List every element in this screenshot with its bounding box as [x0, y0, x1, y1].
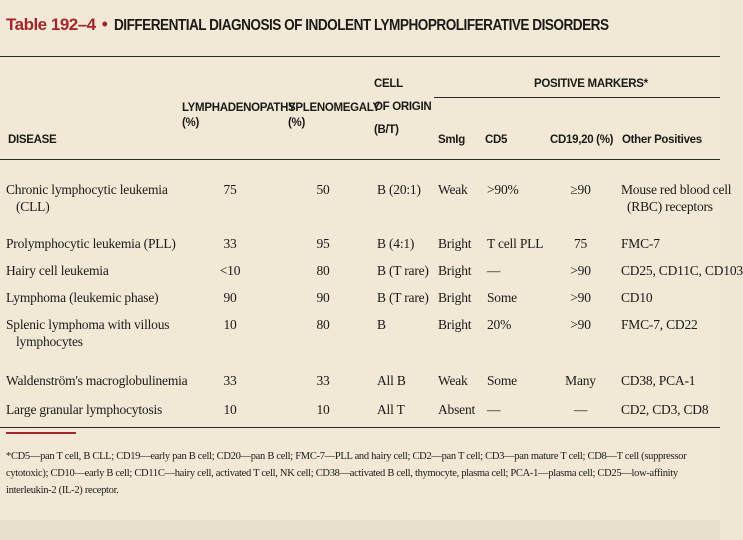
disease-name: Waldenström's macroglobulinemia — [6, 373, 188, 388]
header-disease: DISEASE — [8, 134, 57, 146]
other-positives-value: CD38, PCA-1 — [621, 373, 696, 388]
cd5-value: T cell PLL — [487, 236, 544, 251]
splenomegaly-value: 10 — [316, 402, 330, 417]
positive-markers-rule — [434, 97, 720, 98]
lymphadenopathy-value: <10 — [219, 263, 241, 278]
other-positives-value: CD10 — [621, 290, 653, 305]
header-smig: SmIg — [438, 134, 465, 146]
cell-origin-value: B (20:1) — [377, 182, 421, 197]
disease-name: Hairy cell leukemia — [6, 263, 109, 278]
cd5-value: 20% — [487, 317, 512, 332]
cell-origin-value: All B — [377, 373, 406, 388]
header-cd19-20: CD19,20 (%) — [550, 134, 614, 146]
lymphadenopathy-value: 10 — [223, 402, 237, 417]
title-bullet: • — [101, 14, 108, 34]
disease-name: Prolymphocytic leukemia (PLL) — [6, 236, 176, 251]
lymphadenopathy-value: 33 — [223, 236, 237, 251]
other-positives-value: FMC-7, CD22 — [621, 317, 698, 332]
header-positive-markers: POSITIVE MARKERS* — [534, 78, 648, 90]
splenomegaly-value: 90 — [316, 290, 330, 305]
header-bottom-rule — [0, 159, 720, 160]
lymphadenopathy-value: 33 — [223, 373, 237, 388]
cd19-20-value: ≥90 — [570, 182, 591, 197]
header-cd5: CD5 — [485, 134, 508, 146]
other-positives-value: Mouse red blood cell (RBC) receptors — [621, 182, 732, 214]
smig-value: Bright — [438, 236, 472, 251]
smig-value: Bright — [438, 290, 472, 305]
other-positives-value: FMC-7 — [621, 236, 660, 251]
smig-value: Weak — [438, 182, 468, 197]
cd19-20-value: Many — [565, 373, 596, 388]
cd5-value: >90% — [487, 182, 519, 197]
cd19-20-value: >90 — [570, 263, 591, 278]
table-footnote: *CD5—pan T cell, B CLL; CD19—early pan B cell; CD20—pan B cell; FMC-7—PLL and hairy cell; CD2—pan T cell; CD3—pan mature T cell; CD8—T cell (suppressor cytotoxic); CD10—early B cell; CD11C—hairy cell, activated T cell, NK cell; CD38—activated B cell, thymocyte, plasma cell; PCA-1—plasma cell; CD25—low-affinity interleukin-2 (IL-2) receptor. — [6, 451, 687, 496]
lymphadenopathy-value: 90 — [223, 290, 237, 305]
cell-origin-value: B (T rare) — [377, 263, 429, 278]
cell-origin-value: B (T rare) — [377, 290, 429, 305]
cell-origin-value: All T — [377, 402, 405, 417]
header-lymphadenopathy: LYMPHADENOPATHY (%) — [182, 102, 296, 129]
cd19-20-value: >90 — [570, 317, 591, 332]
splenomegaly-value: 50 — [316, 182, 330, 197]
cd5-value: — — [487, 402, 501, 417]
disease-name: Large granular lymphocytosis — [6, 402, 163, 417]
cd19-20-value: — — [573, 402, 588, 417]
top-rule — [0, 56, 720, 57]
disease-name: Lymphoma (leukemic phase) — [6, 290, 159, 305]
smig-value: Absent — [438, 402, 476, 417]
header-cell-of-origin: CELL OF ORIGIN (B/T) — [374, 78, 432, 136]
footnote-accent-rule — [6, 432, 76, 434]
smig-value: Bright — [438, 317, 472, 332]
other-positives-value: CD25, CD11C, CD103 — [621, 263, 743, 278]
header-other-positives: Other Positives — [622, 134, 702, 146]
table-bottom-rule — [0, 427, 720, 428]
other-positives-value: CD2, CD3, CD8 — [621, 402, 709, 417]
header-splenomegaly: SPLENOMEGALY (%) — [288, 102, 380, 129]
splenomegaly-value: 80 — [316, 317, 330, 332]
disease-name: Chronic lymphocytic leukemia (CLL) — [6, 182, 168, 214]
cell-origin-value: B (4:1) — [377, 236, 415, 251]
page-bottom-margin — [0, 520, 720, 540]
cd19-20-value: 75 — [573, 236, 588, 251]
splenomegaly-value: 33 — [316, 373, 330, 388]
disease-name: Splenic lymphoma with villous lymphocytes — [6, 317, 170, 349]
smig-value: Bright — [438, 263, 472, 278]
table-number: Table 192–4 — [6, 15, 96, 34]
smig-value: Weak — [438, 373, 468, 388]
splenomegaly-value: 80 — [316, 263, 330, 278]
table-title: DIFFERENTIAL DIAGNOSIS OF INDOLENT LYMPHOPROLIFERATIVE DISORDERS — [113, 17, 609, 34]
splenomegaly-value: 95 — [316, 236, 330, 251]
cell-origin-value: B — [377, 317, 386, 332]
cd5-value: — — [487, 263, 501, 278]
cd5-value: Some — [487, 290, 517, 305]
cd19-20-value: >90 — [570, 290, 591, 305]
lymphadenopathy-value: 75 — [223, 182, 237, 197]
cd5-value: Some — [487, 373, 517, 388]
table-title-row — [6, 14, 696, 40]
lymphadenopathy-value: 10 — [223, 317, 237, 332]
